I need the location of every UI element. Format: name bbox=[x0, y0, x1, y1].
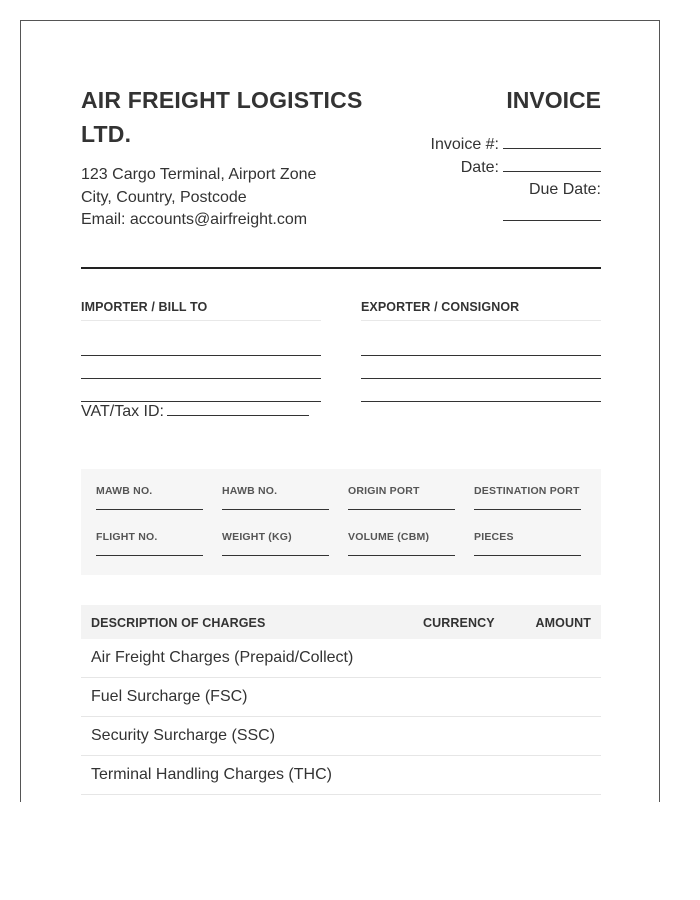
shipment-field bbox=[96, 485, 203, 510]
invoice-meta bbox=[381, 133, 601, 221]
shipment-field-label: HAWB NO. bbox=[222, 485, 278, 497]
shipment-field bbox=[222, 531, 329, 556]
company-email: Email: accounts@airfreight.com bbox=[81, 211, 308, 228]
vat-row bbox=[81, 401, 309, 421]
due-date-row bbox=[381, 179, 601, 221]
charge-description: Terminal Handling Charges (THC) bbox=[91, 766, 332, 783]
charge-description: Security Surcharge (SSC) bbox=[91, 727, 276, 744]
header-divider bbox=[81, 267, 601, 269]
invoice-number-row bbox=[381, 133, 601, 156]
company-name: AIR FREIGHT LOGISTICS LTD. bbox=[81, 87, 363, 147]
importer-line[interactable] bbox=[81, 333, 321, 356]
due-date-field[interactable] bbox=[503, 201, 601, 221]
exporter-line[interactable] bbox=[361, 333, 601, 356]
vat-field[interactable] bbox=[167, 401, 309, 416]
currency-column-header: CURRENCY bbox=[423, 616, 495, 630]
vat-label: VAT/Tax ID: bbox=[81, 403, 164, 420]
shipment-field bbox=[348, 485, 455, 510]
shipment-field bbox=[474, 531, 581, 556]
exporter-label: EXPORTER / CONSIGNOR bbox=[361, 300, 601, 321]
shipment-field-input[interactable] bbox=[348, 543, 455, 556]
exporter-line[interactable] bbox=[361, 379, 601, 402]
shipment-field-label: VOLUME (CBM) bbox=[348, 531, 430, 543]
amount-column-header: AMOUNT bbox=[535, 616, 591, 630]
shipment-field-label: WEIGHT (KG) bbox=[222, 531, 292, 543]
importer-line[interactable] bbox=[81, 379, 321, 402]
shipment-field bbox=[222, 485, 329, 510]
charge-description: Air Freight Charges (Prepaid/Collect) bbox=[91, 649, 354, 666]
importer-label: IMPORTER / BILL TO bbox=[81, 300, 321, 321]
exporter-line[interactable] bbox=[361, 356, 601, 379]
invoice-number-field[interactable] bbox=[503, 133, 601, 149]
invoice-number-label: Invoice #: bbox=[430, 136, 499, 153]
shipment-field-input[interactable] bbox=[474, 497, 581, 510]
shipment-field-label: PIECES bbox=[474, 531, 514, 543]
address-line-1: 123 Cargo Terminal, Airport Zone bbox=[81, 166, 317, 183]
company-address bbox=[81, 164, 316, 232]
table-row bbox=[81, 756, 601, 795]
exporter-section bbox=[361, 300, 601, 402]
importer-line[interactable] bbox=[81, 356, 321, 379]
shipment-field-input[interactable] bbox=[222, 497, 329, 510]
address-line-2: City, Country, Postcode bbox=[81, 188, 247, 206]
shipment-field-input[interactable] bbox=[474, 543, 581, 556]
shipment-field-label: MAWB NO. bbox=[96, 485, 153, 497]
invoice-date-field[interactable] bbox=[503, 156, 601, 172]
invoice-date-label: Date: bbox=[460, 159, 499, 176]
shipment-field bbox=[474, 485, 581, 510]
invoice-page bbox=[20, 20, 660, 802]
shipment-field-label: DESTINATION PORT bbox=[474, 485, 580, 497]
shipment-details bbox=[81, 469, 601, 575]
invoice-title: INVOICE bbox=[506, 87, 601, 113]
description-column-header: DESCRIPTION OF CHARGES bbox=[91, 616, 266, 630]
invoice-date-row bbox=[381, 156, 601, 179]
table-row bbox=[81, 639, 601, 678]
shipment-field-label: ORIGIN PORT bbox=[348, 485, 420, 497]
table-row bbox=[81, 678, 601, 717]
shipment-field-input[interactable] bbox=[96, 497, 203, 510]
shipment-field bbox=[348, 531, 455, 556]
charge-description: Fuel Surcharge (FSC) bbox=[91, 688, 248, 705]
table-row bbox=[81, 717, 601, 756]
shipment-field bbox=[96, 531, 203, 556]
shipment-field-input[interactable] bbox=[96, 543, 203, 556]
charges-table bbox=[81, 605, 601, 795]
shipment-field-input[interactable] bbox=[222, 543, 329, 556]
charges-table-header bbox=[81, 605, 601, 639]
shipment-field-input[interactable] bbox=[348, 497, 455, 510]
due-date-label: Due Date: bbox=[528, 181, 601, 198]
shipment-field-label: FLIGHT NO. bbox=[96, 531, 158, 543]
importer-section bbox=[81, 300, 321, 402]
